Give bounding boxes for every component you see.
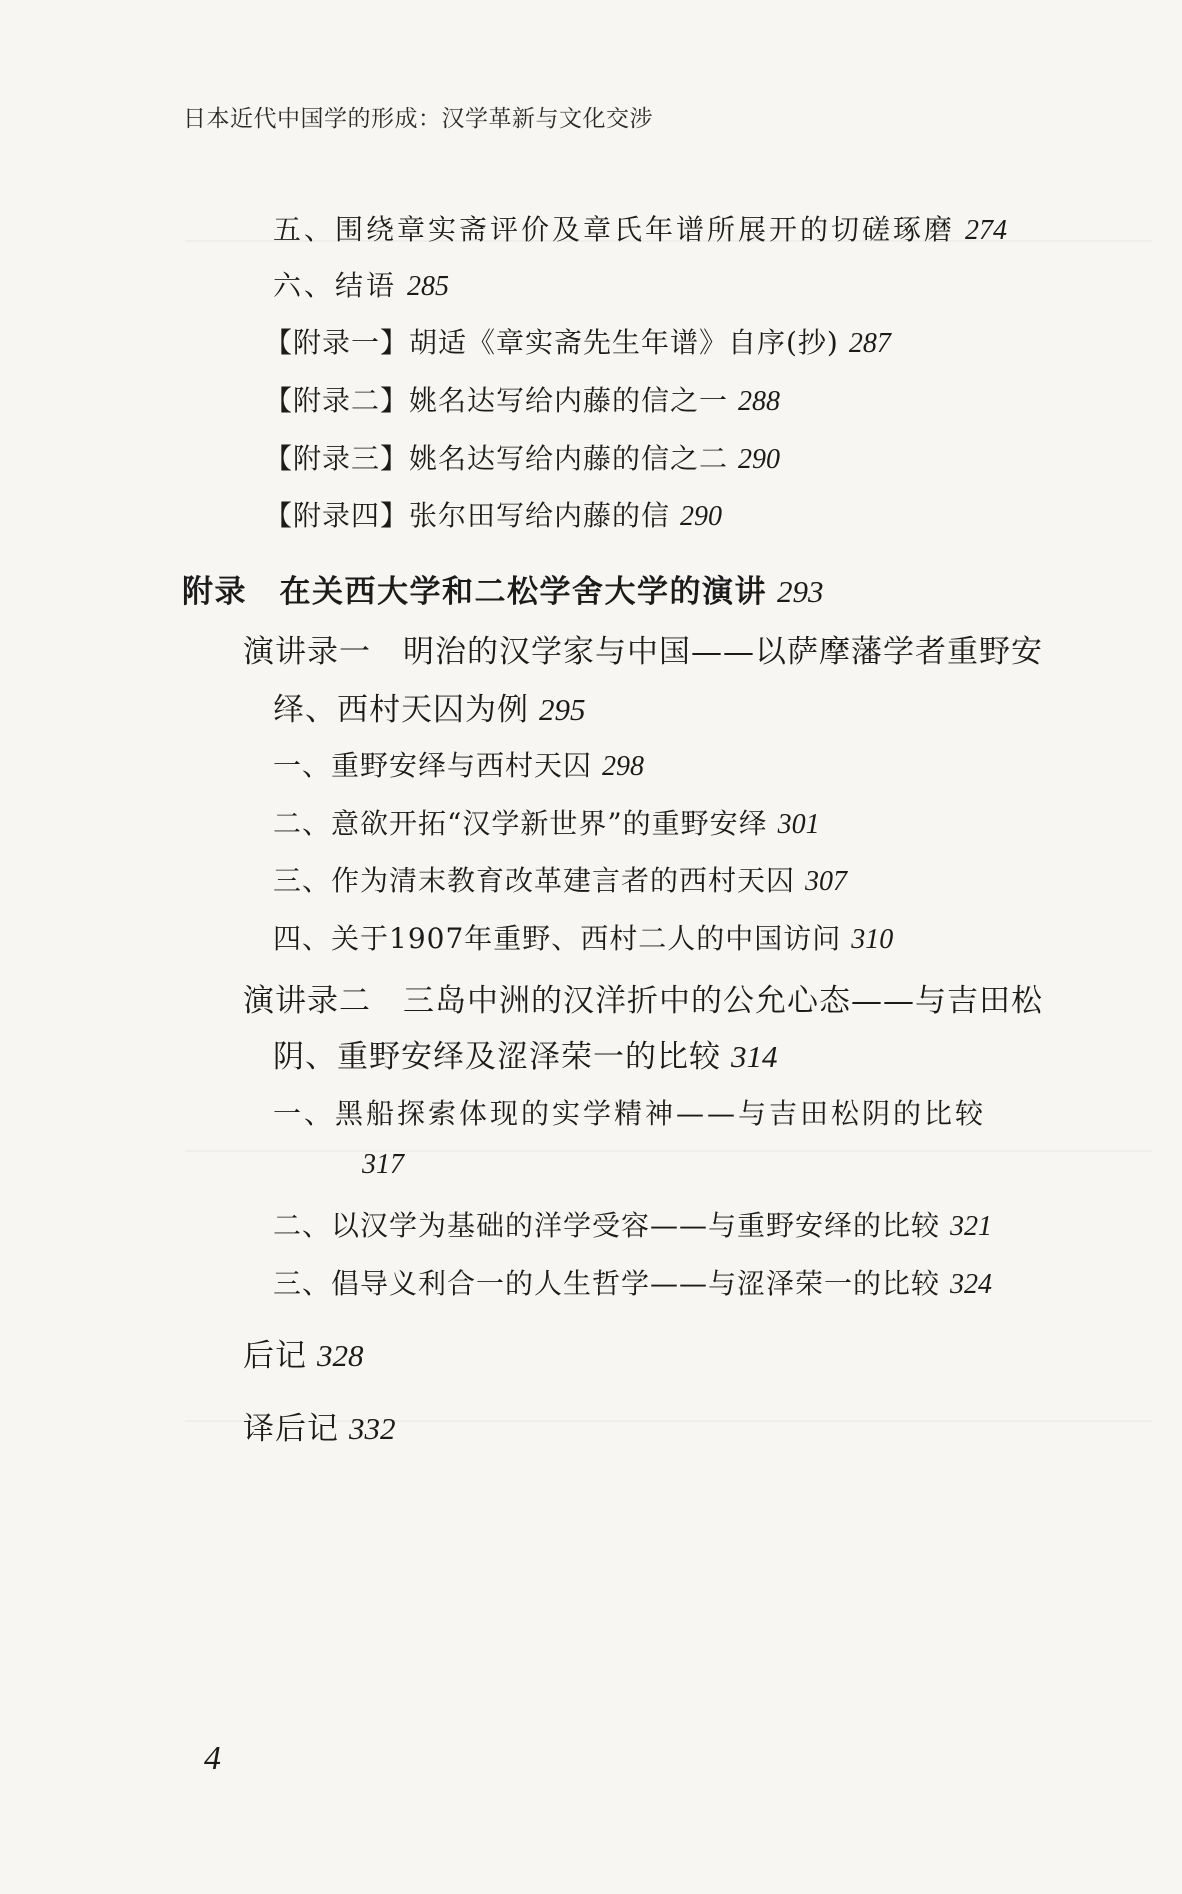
toc-entry-title: 二、以汉学为基础的洋学受容——与重野安绎的比较	[273, 1209, 941, 1242]
toc-part-heading	[182, 566, 824, 611]
toc-entry-title: 二、意欲开拓“汉学新世界”的重野安绎	[273, 807, 768, 840]
toc-entry	[273, 917, 893, 957]
toc-entry-page: 293	[777, 574, 824, 609]
toc-entry-page: 332	[349, 1411, 396, 1446]
toc-entry-page: 288	[738, 386, 781, 417]
bleed-through	[185, 1150, 1152, 1152]
toc-entry	[273, 264, 449, 304]
toc-chapter-heading-cont	[273, 684, 586, 729]
toc-entry-page: 298	[602, 751, 645, 782]
toc-entry	[273, 802, 820, 842]
page-number: 4	[204, 1740, 221, 1777]
toc-entry	[264, 494, 722, 534]
toc-chapter-heading	[243, 1403, 396, 1448]
toc-entry-title: 【附录二】姚名达写给内藤的信之一	[264, 384, 729, 417]
toc-entry-title: 三、倡导义利合一的人生哲学——与涩泽荣一的比较	[273, 1267, 941, 1300]
toc-entry-title: 附录 在关西大学和二松学舍大学的演讲	[182, 574, 767, 610]
toc-entry-title: 五、围绕章实斋评价及章氏年谱所展开的切磋琢磨	[273, 213, 956, 246]
toc-entry-title: 演讲录一 明治的汉学家与中国——以萨摩藩学者重野安	[243, 634, 1043, 670]
toc-entry-title: 译后记	[243, 1411, 339, 1447]
toc-entry-title: 【附录四】张尔田写给内藤的信	[264, 499, 671, 532]
toc-entry-page: 307	[805, 866, 848, 897]
toc-entry	[273, 744, 644, 784]
toc-entry	[273, 1204, 992, 1244]
toc-entry-title: 一、重野安绎与西村天囚	[273, 749, 593, 782]
toc-entry-page: 328	[317, 1338, 364, 1373]
toc-entry-title: 【附录一】胡适《章实斋先生年谱》自序(抄)	[264, 326, 839, 359]
running-header: 日本近代中国学的形成：汉学革新与文化交涉	[183, 106, 653, 132]
toc-entry-title: 阴、重野安绎及涩泽荣一的比较	[273, 1039, 721, 1075]
toc-entry-title: 三、作为清末教育改革建言者的西村天囚	[273, 864, 796, 897]
toc-entry	[273, 1262, 992, 1302]
toc-entry-page: 314	[731, 1039, 778, 1074]
toc-entry	[273, 859, 847, 899]
toc-entry	[264, 437, 780, 477]
toc-chapter-heading	[243, 975, 1043, 1020]
toc-entry-page: 295	[539, 692, 586, 727]
toc-entry-page: 274	[965, 215, 1008, 246]
toc-entry-page: 290	[738, 444, 781, 475]
toc-entry-title: 绎、西村天囚为例	[273, 692, 529, 728]
toc-entry-page: 287	[848, 328, 891, 359]
toc-entry-title: 六、结语	[273, 269, 398, 302]
toc-chapter-heading	[243, 1330, 364, 1375]
toc-entry-page: 324	[950, 1269, 993, 1300]
toc-entry-page: 321	[950, 1211, 993, 1242]
toc-entry-title: 四、关于1907年重野、西村二人的中国访问	[273, 922, 842, 955]
toc-entry-page: 285	[407, 271, 450, 302]
toc-entry	[264, 321, 891, 361]
toc-entry	[273, 208, 1007, 248]
toc-entry-cont	[362, 1147, 404, 1181]
toc-chapter-heading-cont	[273, 1031, 778, 1076]
toc-entry-title: 【附录三】姚名达写给内藤的信之二	[264, 442, 729, 475]
toc-entry-title: 一、黑船探索体现的实学精神——与吉田松阴的比较	[273, 1097, 987, 1130]
toc-entry-page: 290	[680, 501, 723, 532]
toc-entry-page: 317	[362, 1149, 404, 1180]
toc-entry-title: 后记	[243, 1338, 307, 1374]
toc-entry-page: 310	[851, 924, 894, 955]
toc-entry-page: 301	[777, 809, 820, 840]
toc-entry	[273, 1092, 986, 1132]
toc-entry-title: 演讲录二 三岛中洲的汉洋折中的公允心态——与吉田松	[243, 983, 1043, 1019]
toc-chapter-heading	[243, 626, 1043, 671]
toc-entry	[264, 379, 780, 419]
